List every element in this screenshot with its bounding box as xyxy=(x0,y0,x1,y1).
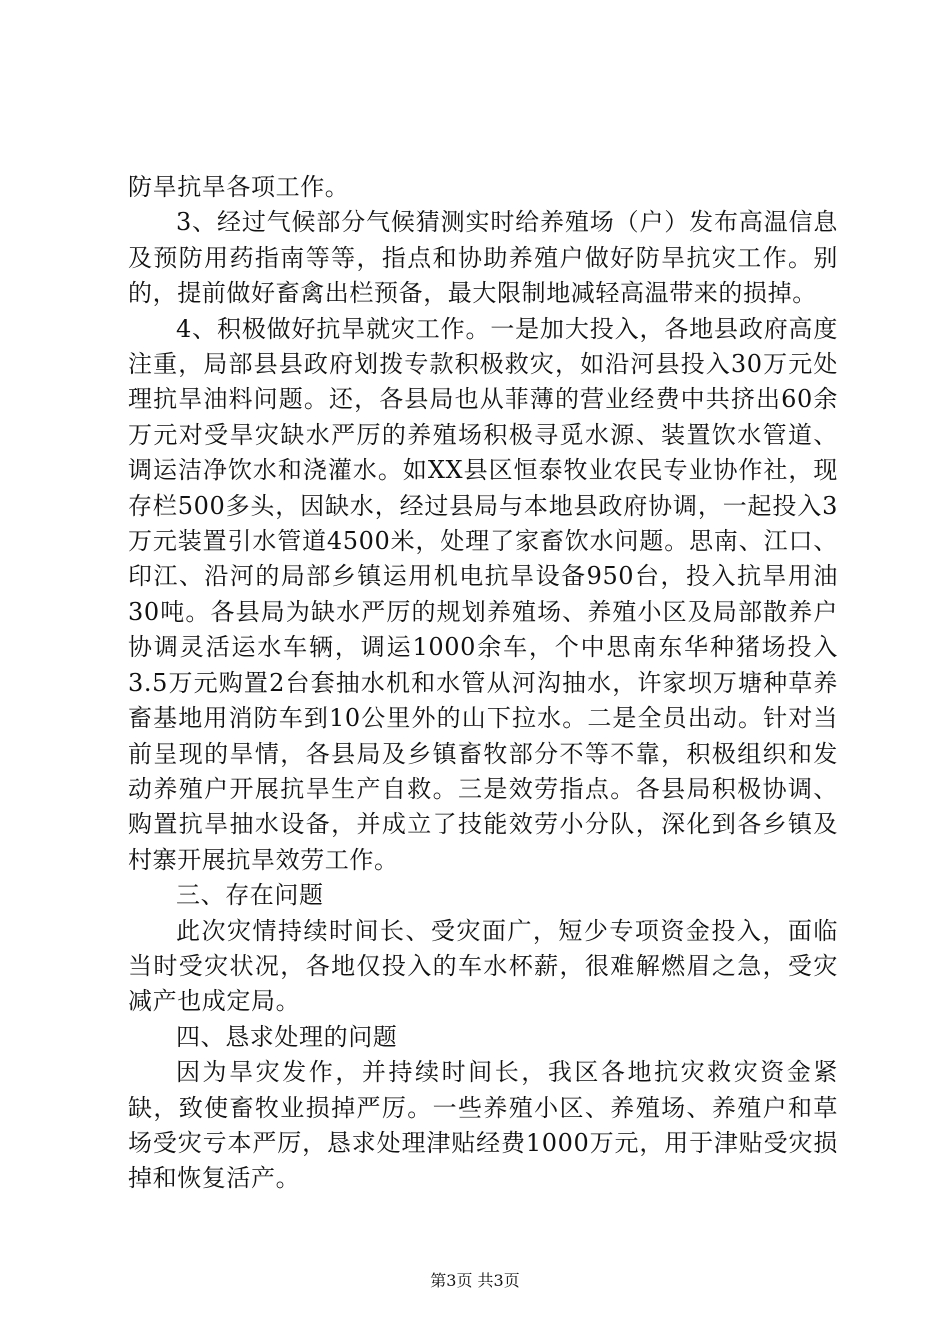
section-heading-requests: 四、恳求处理的问题 xyxy=(176,1022,398,1051)
section-heading-problems: 三、存在问题 xyxy=(176,881,324,910)
paragraph-problems: 此次灾情持续时间长、受灾面广，短少专项资金投入，面临当时受灾状况，各地仅投入的车水杯薪，很难解燃眉之急，受灾减产也成定局。 xyxy=(128,916,838,1016)
paragraph-requests: 因为旱灾发作，并持续时间长，我区各地抗灾救灾资金紧缺，致使畜牧业损掉严厉。一些养殖小区、养殖场、养殖户和草场受灾亏本严厉，恳求处理津贴经费1000万元，用于津贴受灾损掉和恢复活产。 xyxy=(128,1058,838,1193)
document-body xyxy=(128,170,838,1197)
page-number-footer: 第3页 共3页 xyxy=(430,1271,520,1290)
paragraph-item-3: 3、经过气候部分气候猜测实时给养殖场（户）发布高温信息及预防用药指南等等，指点和协助养殖户做好防旱抗灾工作。别的，提前做好畜禽出栏预备，最大限制地减轻高温带来的损掉。 xyxy=(128,208,838,308)
paragraph-continuation: 防旱抗旱各项工作。 xyxy=(128,173,350,201)
paragraph-item-4: 4、积极做好抗旱就灾工作。一是加大投入，各地县政府高度注重，局部县县政府划拨专款积极救灾，如沿河县投入30万元处理抗旱油料问题。还，各县局也从菲薄的营业经费中共挤出60余万元对受旱灾缺水严厉的养殖场积极寻觅水源、装置饮水管道、调运洁净饮水和浇灌水。如XX县区恒泰牧业农民专业协作社，现存栏500多头，因缺水，经过县局与本地县政府协调，一起投入3万元装置引水管道4500米，处理了家畜饮水问题。思南、江口、印江、沿河的局部乡镇运用机电抗旱设备950台，投入抗旱用油30吨。各县局为缺水严厉的规划养殖场、养殖小区及局部散养户协调灵活运水车辆，调运1000余车，个中思南东华种猪场投入3.5万元购置2台套抽水机和水管从河沟抽水，许家坝万塘种草养畜基地用消防车到10公里外的山下拉水。二是全员出动。针对当前呈现的旱情，各县局及乡镇畜牧部分不等不靠，积极组织和发动养殖户开展抗旱生产自救。三是效劳指点。各县局积极协调、购置抗旱抽水设备，并成立了技能效劳小分队，深化到各乡镇及村寨开展抗旱效劳工作。 xyxy=(128,314,838,874)
